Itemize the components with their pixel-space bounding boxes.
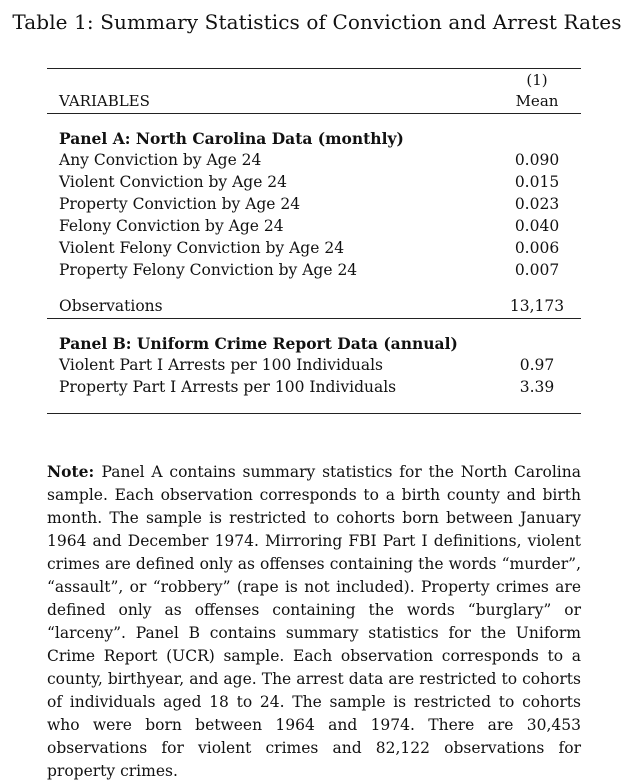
row-label: Violent Conviction by Age 24 xyxy=(59,173,288,191)
panel-b-title: Panel B: Uniform Crime Report Data (annual) xyxy=(59,334,458,353)
table-row xyxy=(47,260,581,282)
row-label: Property Part I Arrests per 100 Individuals xyxy=(59,378,397,396)
row-label: Property Felony Conviction by Age 24 xyxy=(59,261,358,279)
row-label: Violent Part I Arrests per 100 Individuals xyxy=(59,356,384,374)
table-row xyxy=(47,377,581,399)
table-caption: Table 1: Summary Statistics of Conviction and Arrest Rates xyxy=(12,10,622,34)
table-row xyxy=(47,172,581,194)
panel-a-title: Panel A: North Carolina Data (monthly) xyxy=(59,129,404,148)
observations-row xyxy=(47,296,581,318)
observations-value: 13,173 xyxy=(509,297,565,315)
row-value: 0.023 xyxy=(514,195,560,213)
table-header xyxy=(47,69,581,113)
table-row xyxy=(47,238,581,260)
row-value: 0.090 xyxy=(514,151,560,169)
row-value: 0.007 xyxy=(514,261,560,279)
row-value: 0.040 xyxy=(514,217,560,235)
row-label: Property Conviction by Age 24 xyxy=(59,195,301,213)
row-value: 0.006 xyxy=(514,239,560,257)
table-row xyxy=(47,194,581,216)
note-label: Note: xyxy=(47,462,102,481)
panel-b-title-row xyxy=(47,333,581,355)
table-note xyxy=(47,460,581,783)
column-number: (1) xyxy=(526,71,548,89)
summary-table xyxy=(47,68,581,414)
column-name: Mean xyxy=(515,92,559,110)
table-row xyxy=(47,216,581,238)
note-text: Panel A contains summary statistics for the North Carolina sample. Each observation corresponds to a birth county and birth month. The sample is restricted to cohorts born between January 1964 and December 1974. Mirroring FBI Part I definitions, violent crimes are defined only as offenses containing the words “murder”, “assault”, or “robbery” (rape is not included). Property crimes are defined only as offenses containing the words “burglary” or “larceny”. Panel B contains summary statistics for the Uniform Crime Report (UCR) sample. Each observation corresponds to a county, birthyear, and age. The arrest data are restricted to cohorts of individuals aged 18 to 24. The sample is restricted to cohorts who were born between 1964 and 1974. There are 30,453 observations for violent crimes and 82,122 observations for property crimes. xyxy=(47,463,581,780)
observations-label: Observations xyxy=(59,297,163,315)
table-row xyxy=(47,150,581,172)
row-value: 0.015 xyxy=(514,173,560,191)
variables-label: VARIABLES xyxy=(59,92,150,110)
panel-a-title-row xyxy=(47,128,581,150)
row-label: Violent Felony Conviction by Age 24 xyxy=(59,239,345,257)
row-label: Felony Conviction by Age 24 xyxy=(59,217,284,235)
row-value: 0.97 xyxy=(519,356,555,374)
row-label: Any Conviction by Age 24 xyxy=(59,151,262,169)
table-row xyxy=(47,355,581,377)
row-value: 3.39 xyxy=(519,378,555,396)
bottom-rule xyxy=(47,413,581,414)
